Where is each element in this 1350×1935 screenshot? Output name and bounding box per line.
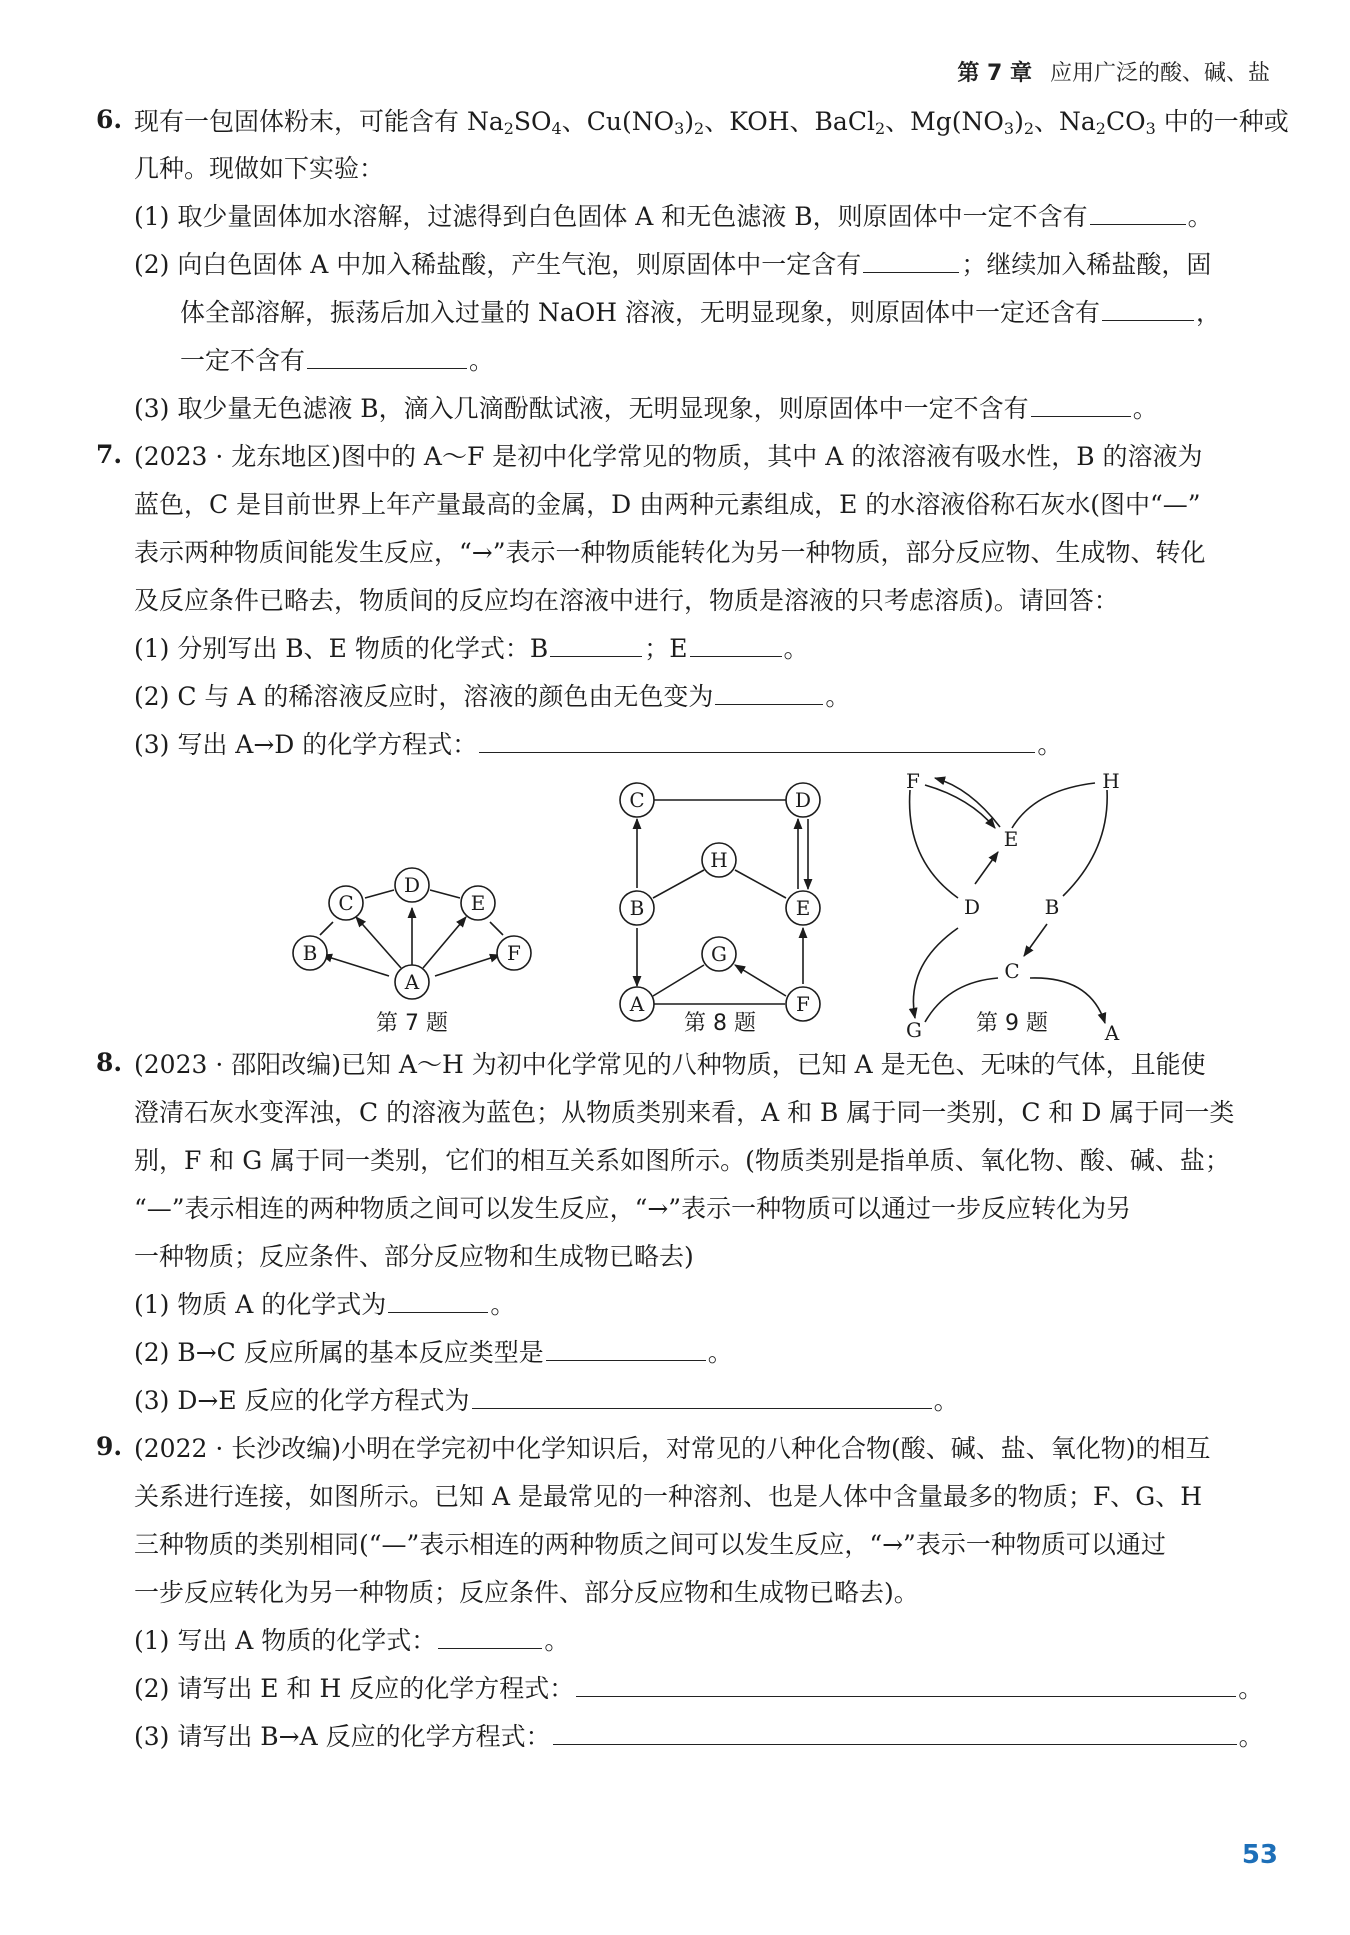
question-7-line4: 及反应条件已略去，物质间的反应均在溶液中进行，物质是溶液的只考虑溶质)。请回答： [134,586,1119,615]
fig8-label-F: F [796,992,810,1016]
question-9-line1: (2022 · 长沙改编)小明在学完初中化学知识后，对常见的八种化合物(酸、碱、盐、氧化物)的相互 [134,1434,1211,1463]
question-8-line3: 别，F 和 G 属于同一类别，它们的相互关系如图所示。(物质类别是指单质、氧化物、酸、碱、盐； [134,1146,1230,1175]
fig7-label-E: E [470,891,486,915]
answer-blank[interactable] [715,680,823,705]
fig7-link-A-B [322,955,389,976]
fig9-label-B: B [1044,895,1060,919]
figure-9-caption: 第 9 题 [976,1011,1048,1036]
question-8-number: 8. [96,1048,123,1077]
question-6-number: 6. [96,105,123,134]
fig7-label-B: B [302,941,318,965]
question-6-part-2-line2: 体全部溶解，振荡后加入过量的 NaOH 溶液，无明显现象，则原固体中一定还含有 ， [180,298,1221,327]
answer-blank[interactable] [550,632,642,657]
figure-9-diagram [910,778,1108,1023]
answer-blank[interactable] [576,1672,1236,1697]
fig9-link-H-E [1012,783,1095,828]
answer-blank[interactable] [472,1384,932,1409]
fig8-label-D: D [794,788,812,812]
fig8-link-F-G [735,965,786,996]
question-9-part-2: (2) 请写出 E 和 H 反应的化学方程式： 。 [134,1674,1264,1703]
answer-blank[interactable] [1102,296,1194,321]
question-9-line2: 关系进行连接，如图所示。已知 A 是最常见的一种溶剂、也是人体中含量最多的物质；F、G、H [134,1482,1203,1511]
question-8-line4: “—”表示相连的两种物质之间可以发生反应，“→”表示一种物质可以通过一步反应转化为另 [134,1194,1132,1223]
fig9-label-F: F [906,769,920,793]
question-8-part-2: (2) B→C 反应所属的基本反应类型是 。 [134,1338,733,1367]
question-6-part-3: (3) 取少量无色滤液 B，滴入几滴酚酞试液，无明显现象，则原固体中一定不含有 。 [134,394,1158,423]
fig9-label-A: A [1104,1021,1120,1045]
chapter-number: 第 7 章 [957,61,1032,86]
answer-blank[interactable] [553,1720,1237,1745]
fig7-link-E-F [490,922,503,935]
answer-blank[interactable] [546,1336,706,1361]
answer-blank[interactable] [479,728,1035,753]
question-7-number: 7. [96,440,123,469]
answer-blank[interactable] [1031,392,1131,417]
fig9-link-E-F [935,778,1000,827]
figures-area [0,760,1350,1045]
fig9-link-D-E [975,852,998,884]
fig8-label-E: E [795,896,811,920]
question-7-part-3: (3) 写出 A→D 的化学方程式： 。 [134,730,1063,759]
fig7-label-D: D [403,873,421,897]
question-9-line4: 一步反应转化为另一种物质；反应条件、部分反应物和生成物已略去)。 [134,1578,919,1607]
question-9-part-1: (1) 写出 A 物质的化学式： 。 [134,1626,570,1655]
fig7-link-A-E [423,917,466,968]
fig8-label-C: C [629,788,645,812]
question-9-number: 9. [96,1432,123,1461]
fig7-label-C: C [338,891,354,915]
answer-blank[interactable] [1090,200,1186,225]
chapter-title: 应用广泛的酸、碱、盐 [1049,61,1270,86]
figure-7-caption: 第 7 题 [376,1011,448,1036]
fig7-link-A-C [356,917,401,968]
fig9-link-B-H [1063,790,1107,896]
question-6-part-2-line3: 一定不含有 。 [180,346,495,375]
fig8-link-E-H [735,870,786,898]
question-8-line5: 一种物质；反应条件、部分反应物和生成物已略去) [134,1242,694,1271]
fig9-label-E: E [1003,827,1019,851]
fig9-label-G: G [906,1018,922,1042]
question-7-line2: 蓝色，C 是目前世界上年产量最高的金属，D 由两种元素组成，E 的水溶液俗称石灰水(图中“—” [134,490,1201,519]
page-header [957,56,1270,87]
fig7-link-D-E [430,890,460,898]
fig8-label-B: B [629,896,645,920]
fig7-link-A-F [435,955,500,976]
fig9-link-F-E [925,785,995,828]
question-6-intro-line1: 现有一包固体粉末，可能含有 $Na_2SO_4$、$Cu(NO_3)_2$、KOH、BaCl$_2$、$Mg(NO_3)_2$、$Na_2CO_3$ 中的一种或 [134,107,1289,138]
question-8-part-1: (1) 物质 A 的化学式为 。 [134,1290,516,1319]
question-7-line1: (2023 · 龙东地区)图中的 A～F 是初中化学常见的物质，其中 A 的浓溶液有吸水性，B 的溶液为 [134,442,1203,471]
fig9-label-C: C [1004,959,1020,983]
fig7-link-C-D [365,890,394,898]
fig9-link-B-C [1024,924,1047,956]
fig8-label-H: H [710,848,728,872]
figure-8-diagram [620,783,820,1021]
question-7-line3: 表示两种物质间能发生反应，“→”表示一种物质能转化为另一种物质，部分反应物、生成物、转化 [134,538,1206,567]
question-7-part-2: (2) C 与 A 的稀溶液反应时，溶液的颜色由无色变为 。 [134,682,851,711]
question-6-part-2-line1: (2) 向白色固体 A 中加入稀盐酸，产生气泡，则原固体中一定含有 ；继续加入稀盐酸，固 [134,250,1212,279]
question-7-part-1: (1) 分别写出 B、E 物质的化学式：B ；E 。 [134,634,809,663]
question-8-line2: 澄清石灰水变浑浊，C 的溶液为蓝色；从物质类别来看，A 和 B 属于同一类别，C 和 D 属于同一类 [134,1098,1235,1127]
question-8-part-3: (3) D→E 反应的化学方程式为 。 [134,1386,959,1415]
fig7-label-A: A [404,970,420,994]
question-9-part-3: (3) 请写出 B→A 反应的化学方程式： 。 [134,1722,1264,1751]
fig8-label-G: G [711,942,727,966]
question-9-line3: 三种物质的类别相同(“—”表示相连的两种物质之间可以发生反应，“→”表示一种物质可以通过 [134,1530,1166,1559]
fig7-link-B-C [320,922,333,935]
fig9-label-H: H [1102,769,1120,793]
answer-blank[interactable] [307,344,467,369]
answer-blank[interactable] [388,1288,488,1313]
fig8-link-B-H [653,870,704,898]
fig9-link-F-D [910,790,958,898]
question-6-part-1: (1) 取少量固体加水溶解，过滤得到白色固体 A 和无色滤液 B，则原固体中一定不含有 。 [134,202,1213,231]
figure-8-caption: 第 8 题 [684,1011,756,1036]
page-number: 53 [1241,1840,1278,1870]
answer-blank[interactable] [863,248,959,273]
question-8-line1: (2023 · 邵阳改编)已知 A～H 为初中化学常见的八种物质，已知 A 是无色、无味的气体，且能使 [134,1050,1206,1079]
fig7-label-F: F [507,941,521,965]
fig8-label-A: A [629,992,645,1016]
fig9-label-D: D [963,895,981,919]
question-6-intro-line2: 几种。现做如下实验： [134,154,385,183]
answer-blank[interactable] [438,1624,542,1649]
fig9-link-D-G [913,928,958,1018]
answer-blank[interactable] [690,632,782,657]
fig8-link-A-G [653,965,704,996]
